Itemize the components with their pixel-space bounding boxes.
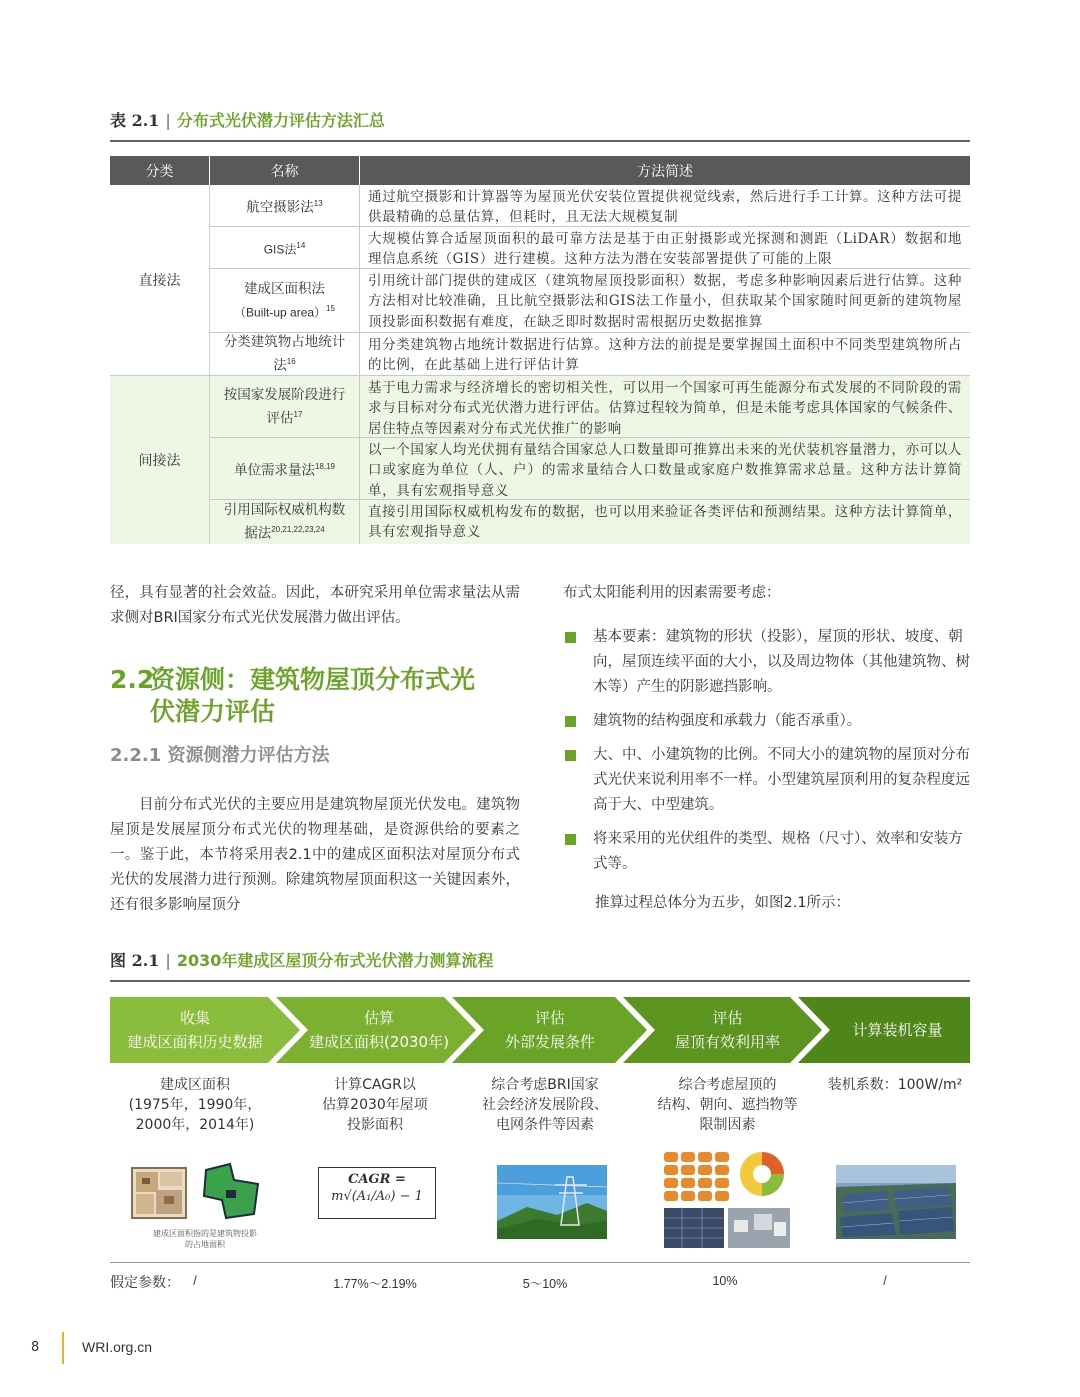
table-label: 表 2.1 bbox=[110, 111, 160, 130]
formula-rhs: m√(A₁/A₀) − 1 bbox=[331, 1189, 423, 1204]
method-description: 用分类建筑物占地统计数据进行估算。这种方法的前提是要掌握国土面积中不同类型建筑物所占的比例，在此基础上进行评估计算 bbox=[368, 337, 962, 374]
cagr-formula-box bbox=[318, 1167, 436, 1219]
assumption-label: 假定参数： bbox=[110, 1275, 180, 1291]
step-3-description: 综合考虑BRI国家 社会经济发展阶段、 电网条件等因素 bbox=[482, 1077, 608, 1133]
category-cell: 间接法 bbox=[110, 376, 210, 544]
step-4-description: 综合考虑屋顶的 结构、朝向、遮挡物等 限制因素 bbox=[657, 1077, 798, 1133]
list-item: 基本要素：建筑物的形状（投影），屋顶的形状、坡度、朝向，屋顶连续平面的大小，以及周边物体（其他建筑物、树木等）产生的阴影遮挡影响。 bbox=[565, 625, 975, 700]
bullet-square-icon bbox=[565, 632, 576, 643]
table-row bbox=[210, 438, 970, 500]
section-number: 2.2 bbox=[110, 665, 155, 694]
method-description: 以一个国家人均光伏拥有量结合国家总人口数量即可推算出未来的光伏装机容量潜力，亦可以人口或家庭为单位（人、户）的需求量结合人口数量或家庭户数推算需求总量。这种方法计算简单，具有宏观指导意义 bbox=[368, 442, 962, 499]
solar-plant-photo bbox=[836, 1165, 956, 1239]
power-grid-photo bbox=[497, 1165, 607, 1239]
table-row bbox=[210, 227, 970, 269]
method-description: 直接引用国际权威机构发布的数据，也可以用来验证各类评估和预测结果。这种方法计算简单，具有宏观指导意义 bbox=[368, 504, 962, 541]
method-name: 航空摄影法$^{13}$ bbox=[210, 185, 360, 226]
method-name: 建成区面积法 （Built-up area）$^{15}$ bbox=[210, 269, 360, 332]
assumption-step-2: 1.77%～2.19% bbox=[333, 1277, 417, 1291]
step-5-description: 装机系数：100W/m² bbox=[827, 1077, 963, 1093]
caption-separator: | bbox=[165, 951, 171, 970]
bullet-square-icon bbox=[565, 834, 576, 845]
floor-plan-image bbox=[130, 1160, 262, 1224]
assumption-step-5: / bbox=[883, 1274, 887, 1288]
methods-table bbox=[110, 156, 970, 544]
method-name: GIS法$^{14}$ bbox=[210, 227, 360, 268]
table-row bbox=[210, 269, 970, 333]
step-3-label: 评估 外部发展条件 bbox=[504, 1009, 595, 1051]
paragraph-steps-intro: 推算过程总体分为五步，如图2.1所示： bbox=[595, 895, 851, 911]
step-5-label: 计算装机容量 bbox=[852, 1021, 943, 1039]
figure-caption bbox=[110, 948, 970, 982]
method-description: 大规模估算合适屋顶面积的最可靠方法是基于由正射摄影或光探测和测距（LiDAR）数据和地理信息系统（GIS）进行建模。这种方法为潜在安装部署提供了可能的上限 bbox=[368, 231, 962, 268]
footer-accent-bar bbox=[62, 1332, 64, 1364]
method-name: 引用国际权威机构数据法$^{20,21,22,23,24}$ bbox=[210, 500, 360, 544]
figure-title: 2030年建成区屋顶分布式光伏潜力测算流程 bbox=[176, 951, 494, 970]
caption-separator: | bbox=[165, 111, 171, 130]
method-description: 引用统计部门提供的建成区（建筑物屋顶投影面积）数据，考虑多种影响因素后进行估算。这种方法相对比较准确，且比航空摄影法和GIS法工作量小，但获取某个国家随时间更新的建筑物屋顶投影面积数据有难度，在缺乏即时数据时需根据历史数据推算 bbox=[368, 273, 962, 330]
process-flow bbox=[110, 997, 970, 1063]
category-cell: 直接法 bbox=[110, 185, 210, 375]
assumption-step-1: / bbox=[193, 1274, 197, 1288]
page-number: 8 bbox=[31, 1340, 40, 1355]
table-row bbox=[210, 500, 970, 544]
bullet-square-icon bbox=[565, 750, 576, 761]
table-header bbox=[110, 156, 970, 185]
assumption-step-3: 5～10% bbox=[522, 1277, 568, 1291]
table-title: 分布式光伏潜力评估方法汇总 bbox=[176, 111, 385, 130]
subsection-title: 2.2.1 资源侧潜力评估方法 bbox=[110, 745, 330, 766]
method-name: 按国家发展阶段进行评估$^{17}$ bbox=[210, 376, 360, 437]
table-row bbox=[210, 376, 970, 438]
formula-lhs: CAGR = bbox=[348, 1172, 406, 1187]
group-indirect bbox=[110, 376, 970, 544]
method-description: 基于电力需求与经济增长的密切相关性，可以用一个国家可再生能源分布式发展的不同阶段的需求与目标对分布式光伏潜力进行评估。估算过程较为简单，但是未能考虑具体国家的气候条件、居住特点等因素对分布式光伏推广的影响 bbox=[368, 380, 962, 437]
assumption-divider bbox=[110, 1262, 970, 1263]
table-row bbox=[210, 185, 970, 227]
section-title: 2.2资源侧：建筑物屋顶分布式光 伏潜力评估 bbox=[110, 665, 476, 726]
method-description: 通过航空摄影和计算器等为屋顶光伏安装位置提供视觉线索，然后进行手工计算。这种方法可提供最精确的总量估算，但耗时，且无法大规模复制 bbox=[368, 189, 962, 226]
figure-note: 建成区面积指的是建筑物投影的占地面积 bbox=[153, 1229, 257, 1249]
rooftop-analysis-image bbox=[662, 1148, 792, 1250]
table-caption bbox=[110, 108, 970, 142]
list-item: 将来采用的光伏组件的类型、规格（尺寸）、效率和安装方式等。 bbox=[565, 827, 975, 877]
bullet-square-icon bbox=[565, 716, 576, 727]
header-description: 方法简述 bbox=[637, 163, 693, 180]
header-name: 名称 bbox=[210, 156, 360, 185]
figure-label: 图 2.1 bbox=[110, 951, 160, 970]
factor-list bbox=[565, 625, 975, 886]
method-name: 单位需求量法$^{18,19}$ bbox=[210, 438, 360, 499]
step-1-label: 收集 建成区面积历史数据 bbox=[127, 1009, 263, 1051]
header-category: 分类 bbox=[110, 156, 210, 185]
paragraph-right-intro: 布式太阳能利用的因素需要考虑： bbox=[563, 585, 781, 601]
method-name: 分类建筑物占地统计法$^{16}$ bbox=[210, 333, 360, 375]
group-direct bbox=[110, 185, 970, 376]
step-1-description: 建成区面积 (1975年，1990年， 2000年，2014年) bbox=[128, 1077, 262, 1133]
list-item: 大、中、小建筑物的比例。不同大小的建筑物的屋顶对分布式光伏来说利用率不一样。小型建筑屋顶利用的复杂程度远高于大、中型建筑。 bbox=[565, 743, 975, 818]
assumption-step-4: 10% bbox=[712, 1274, 738, 1288]
step-2-label: 估算 建成区面积(2030年) bbox=[309, 1009, 449, 1051]
footer-website-link[interactable]: WRI.org.cn bbox=[82, 1339, 153, 1355]
paragraph-main: 目前分布式光伏的主要应用是建筑物屋顶光伏发电。建筑物屋顶是发展屋顶分布式光伏的物理基础，是资源供给的要素之一。鉴于此，本节将采用表2.1中的建成区面积法对屋顶分布式光伏的发展潜力进行预测。除建筑物屋顶面积这一关键因素外，还有很多影响屋顶分 bbox=[110, 797, 520, 913]
list-item: 建筑物的结构强度和承载力（能否承重）。 bbox=[565, 709, 975, 734]
step-2-description: 计算CAGR以 估算2030年屋项 投影面积 bbox=[322, 1077, 428, 1133]
step-4-label: 评估 屋顶有效利用率 bbox=[674, 1009, 780, 1051]
paragraph-continuation: 径，具有显著的社会效益。因此，本研究采用单位需求量法从需求侧对BRI国家分布式光伏发展潜力做出评估。 bbox=[110, 585, 520, 626]
table-row bbox=[210, 333, 970, 375]
